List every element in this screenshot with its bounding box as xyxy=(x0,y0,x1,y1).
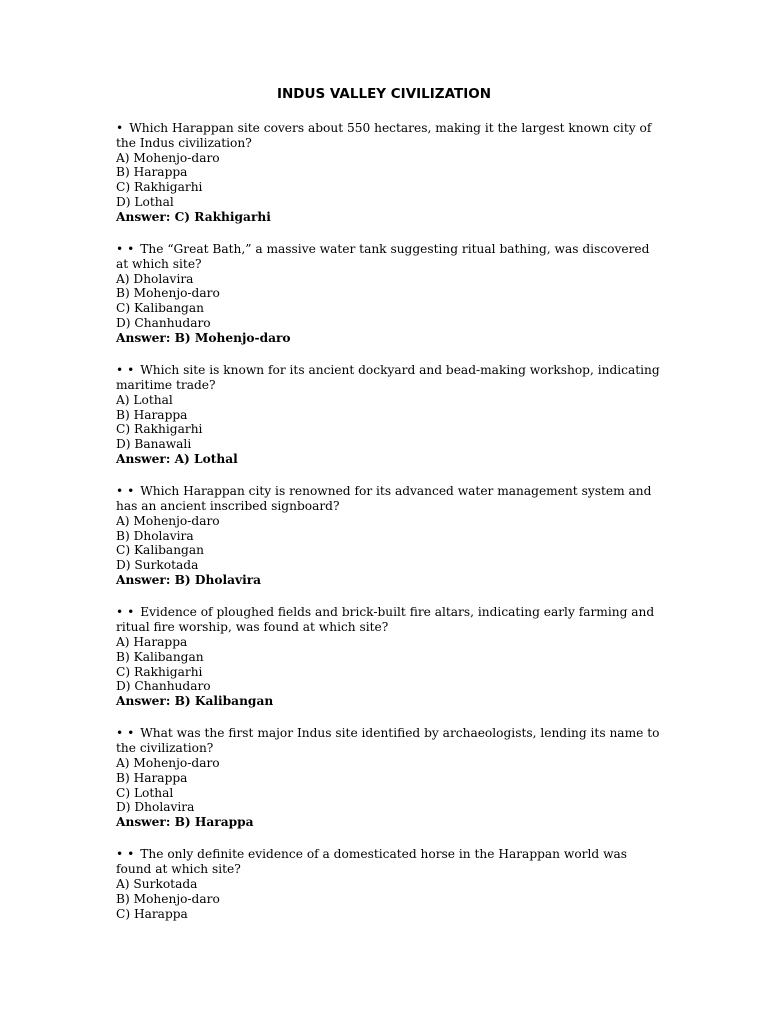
question-text: What was the first major Indus site identified by archaeologists, lending its name to the civilization? xyxy=(116,726,660,756)
answer-option: B) Kalibangan xyxy=(116,649,204,664)
answer-option: D) Chanhudaro xyxy=(116,316,211,331)
question-line xyxy=(116,121,661,151)
question-list xyxy=(116,121,661,939)
answer-option: C) Harappa xyxy=(116,906,188,921)
correct-answer: Answer: A) Lothal xyxy=(116,451,238,466)
answer-option: A) Mohenjo-daro xyxy=(116,755,220,770)
question-text: Which Harappan site covers about 550 hectares, making it the largest known city of the Indus civilization? xyxy=(116,121,652,150)
question-block xyxy=(116,242,661,346)
bullet-icon: • • xyxy=(116,726,135,741)
question-block xyxy=(116,847,661,921)
bullet-icon: • • xyxy=(116,363,135,378)
question-block xyxy=(116,121,661,225)
question-line xyxy=(116,242,661,272)
question-text: The only definite evidence of a domesticated horse in the Harappan world was found at which site? xyxy=(116,847,628,877)
question-block xyxy=(116,605,661,709)
bullet-icon: • • xyxy=(116,847,135,862)
answer-option: B) Mohenjo-daro xyxy=(116,891,220,906)
answer-option: B) Harappa xyxy=(116,165,188,180)
answer-option: C) Kalibangan xyxy=(116,301,204,316)
bullet-icon: • • xyxy=(116,605,135,620)
answer-option: A) Harappa xyxy=(116,634,188,649)
answer-option: A) Mohenjo-daro xyxy=(116,513,220,528)
bullet-icon: • • xyxy=(116,484,135,499)
question-text: Evidence of ploughed fields and brick-built fire altars, indicating early farming and ritual fire worship, was found at which site? xyxy=(116,605,655,635)
answer-option: C) Rakhigarhi xyxy=(116,180,203,195)
correct-answer: Answer: C) Rakhigarhi xyxy=(116,209,271,224)
question-text: Which Harappan city is renowned for its advanced water management system and has an ancient inscribed signboard? xyxy=(116,484,652,514)
question-line xyxy=(116,363,661,393)
answer-option: D) Dholavira xyxy=(116,800,195,815)
answer-option: B) Mohenjo-daro xyxy=(116,286,220,301)
answer-option: C) Lothal xyxy=(116,785,174,800)
answer-option: D) Lothal xyxy=(116,194,174,209)
answer-option: B) Dholavira xyxy=(116,528,194,543)
question-line xyxy=(116,484,661,514)
answer-option: B) Harappa xyxy=(116,770,188,785)
answer-option: B) Harappa xyxy=(116,407,188,422)
question-text: The “Great Bath,” a massive water tank suggesting ritual bathing, was discovered at which site? xyxy=(116,242,650,271)
question-text: Which site is known for its ancient dockyard and bead-making workshop, indicating maritime trade? xyxy=(116,363,660,392)
document-title: INDUS VALLEY CIVILIZATION xyxy=(276,86,492,102)
correct-answer: Answer: B) Dholavira xyxy=(116,573,262,588)
correct-answer: Answer: B) Mohenjo-daro xyxy=(116,330,291,345)
question-block xyxy=(116,726,661,830)
answer-option: A) Dholavira xyxy=(116,271,194,286)
bullet-icon: • xyxy=(116,121,124,135)
answer-option: A) Surkotada xyxy=(116,877,198,892)
answer-option: C) Rakhigarhi xyxy=(116,422,203,437)
question-line xyxy=(116,605,661,635)
question-block xyxy=(116,484,661,588)
correct-answer: Answer: B) Kalibangan xyxy=(116,694,274,709)
correct-answer: Answer: B) Harappa xyxy=(116,815,254,830)
answer-option: D) Banawali xyxy=(116,437,192,452)
question-block xyxy=(116,363,661,467)
answer-option: C) Kalibangan xyxy=(116,543,204,558)
bullet-icon: • • xyxy=(116,242,135,257)
question-line xyxy=(116,726,661,756)
question-line xyxy=(116,847,661,877)
answer-option: D) Surkotada xyxy=(116,558,199,573)
answer-option: A) Lothal xyxy=(116,392,173,407)
answer-option: A) Mohenjo-daro xyxy=(116,150,220,165)
answer-option: D) Chanhudaro xyxy=(116,679,211,694)
answer-option: C) Rakhigarhi xyxy=(116,664,203,679)
